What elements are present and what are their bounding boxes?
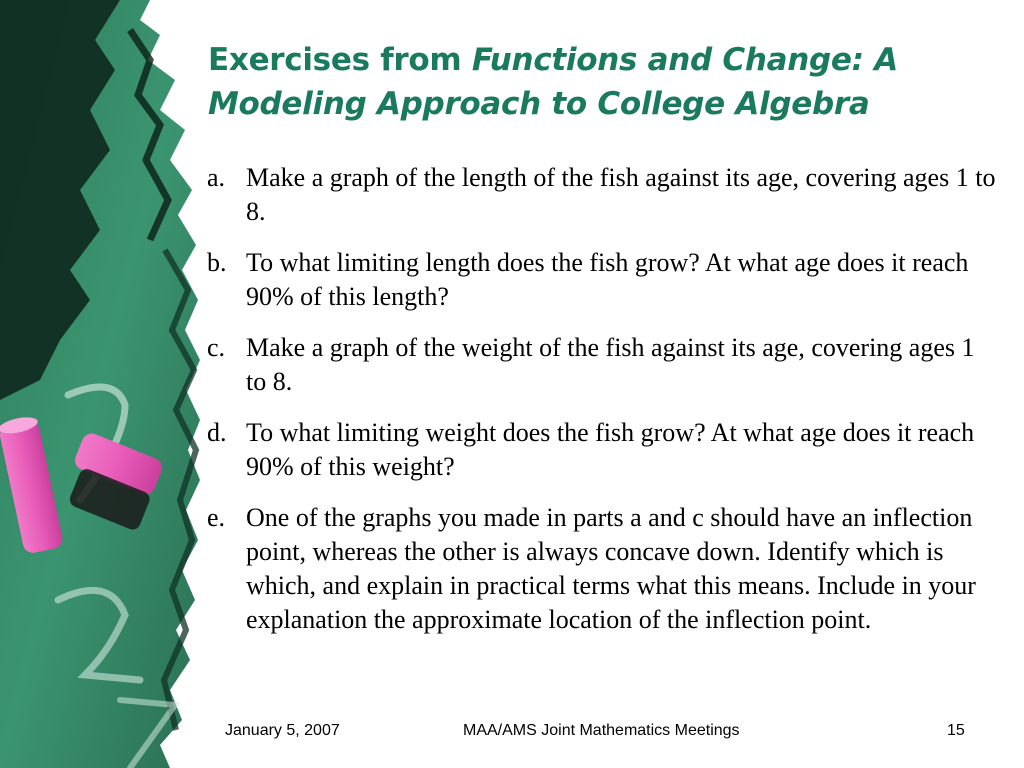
exercise-text: One of the graphs you made in parts a and c should have an inflection point, whereas the other is always concave down. Identify which is which, and explain in practical terms what this means. Include in your explanation the approximate location of the inflection point.: [246, 503, 976, 634]
footer-page-number: 15: [947, 722, 965, 739]
footer-event: MAA/AMS Joint Mathematics Meetings: [463, 722, 740, 739]
exercise-item: [207, 246, 997, 314]
exercise-list: [207, 161, 997, 654]
exercise-item: [207, 501, 997, 637]
title-prefix: Exercises from: [208, 42, 472, 78]
chalkboard-decoration: [0, 0, 200, 768]
slide-title: [208, 38, 1018, 126]
exercise-text: To what limiting weight does the fish grow? At what age does it reach 90% of this weight?: [246, 418, 975, 481]
exercise-text: Make a graph of the length of the fish against its age, covering ages 1 to 8.: [246, 163, 996, 226]
exercise-marker: c.: [207, 333, 226, 362]
exercise-item: [207, 416, 997, 484]
exercise-item: [207, 331, 997, 399]
exercise-text: Make a graph of the weight of the fish against its age, covering ages 1 to 8.: [246, 333, 975, 396]
exercise-marker: e.: [207, 503, 226, 532]
exercise-marker: d.: [207, 418, 227, 447]
exercise-marker: b.: [207, 248, 227, 277]
exercise-text: To what limiting length does the fish grow? At what age does it reach 90% of this length?: [246, 248, 969, 311]
exercise-item: [207, 161, 997, 229]
slide-footer: [0, 722, 1024, 752]
title-book-name: Functions and Change: A Modeling Approach to College Algebra: [208, 42, 898, 122]
exercise-marker: a.: [207, 163, 226, 192]
footer-date: January 5, 2007: [225, 722, 340, 739]
